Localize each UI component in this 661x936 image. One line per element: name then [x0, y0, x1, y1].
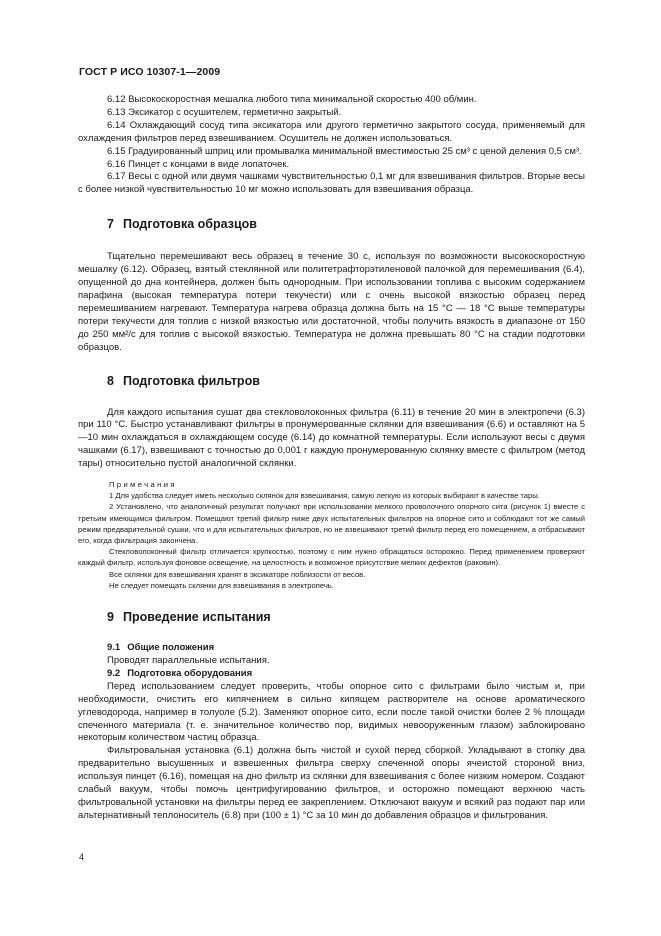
subsection-9-2-heading — [78, 668, 585, 681]
section-number: 8 — [107, 373, 114, 388]
section-title: Подготовка фильтров — [122, 373, 260, 388]
section-9-heading — [78, 610, 585, 625]
subsection-9-1-text: Проводят параллельные испытания. — [107, 654, 270, 666]
subsection-number: 9.2 — [107, 667, 121, 679]
subsection-title: Общие положения — [127, 642, 215, 654]
subsection-number: 9.1 — [107, 642, 121, 654]
section-title: Проведение испытания — [122, 610, 271, 625]
section-number: 7 — [107, 217, 114, 232]
document-header: ГОСТ Р ИСО 10307-1—2009 — [79, 66, 221, 78]
section-8-heading — [78, 374, 585, 389]
subsection-9-2-paragraph: Фильтровальная установка (6.1) должна быть чистой и сухой перед сборкой. Укладывают в стопку два предварительно высушенных и взвешенных фильтра сверху спеченной опоры ячеистой стороной вниз, используя пинцет (6.16), помещая на дно фильтр из склянки для взвешивания с более низким номером. Создают слабый вакуум, чтобы помочь центрифугированию фильтров, и осторожно помещают верхнюю часть фильтровальной установки на фильтры перед ее закреплением. Отключают вакуум и всякий раз подают пар или альтернативный теплоноситель (6.8) при (100 ± 1) °С за 10 мин до добавления образцов и фильтрования. — [78, 745, 585, 821]
equipment-list — [78, 94, 585, 197]
note-item: Все склянки для взвешивания хранят в эксикаторе поблизости от весов. — [109, 569, 366, 579]
section-7-paragraph: Тщательно перемешивают весь образец в течение 30 с, используя по возможности высокоскоростную мешалку (6.12). Образец, взятый стеклянной или политетрафторэтиленовой палочкой для перемешивания (6.4), опущенной до дна контейнера, должен быть однородным. При использовании топлива с высоким содержанием парафина (высокая температура потери текучести) или с очень высокой вязкостью образец перед перемешиванием нагревают. Температура нагрева образца должна быть на 15 °С — 18 °С выше температуры потери текучести для топлив с низкой вязкостью или достаточной, чтобы получить вязкость в диапазоне от 150 до 250 мм²/с для топлив с высокой вязкостью. Температура не должна превышать 80 °С на стадии подготовки образцов. — [78, 251, 585, 353]
document-body — [78, 94, 585, 823]
subsection-title: Подготовка оборудования — [127, 667, 253, 679]
note-item: Стекловолоконный фильтр отличается хрупкостью, поэтому с ним нужно обращаться осторожно. Перед применением проверяют каждый фильтр, используя фоновое освещение, на целостность и возможное присутствие мелких дефектов (раковин). — [78, 547, 585, 568]
section-number: 9 — [107, 610, 114, 625]
list-item: 6.13 Эксикатор с осушителем, герметично закрытый. — [107, 106, 342, 118]
list-item: 6.16 Пинцет с концами в виде лопаточек. — [107, 158, 290, 170]
list-item: 6.15 Градуированный шприц или промывалка минимальной вместимостью 25 см³ с ценой деления 0,5 см³. — [107, 145, 582, 157]
notes-title: Примечания — [109, 480, 177, 490]
note-item: Не следует помещать склянки для взвешивания в электропечь. — [109, 580, 334, 590]
subsection-9-1-heading — [78, 642, 585, 655]
notes-block — [78, 479, 585, 591]
list-item: 6.14 Охлаждающий сосуд типа эксикатора или другого герметично закрытого сосуда, применяемый для охлаждения фильтров перед взвешиванием. Осушитель не должен использоваться. — [78, 119, 585, 144]
note-item: 1 Для удобства следует иметь несколько склянок для взвешивания, самую легкую из которых выбирают в качестве тары. — [109, 491, 540, 501]
subsection-9-2-paragraph: Перед использованием следует проверить, чтобы опорное сито с фильтрами было чистым и, при необходимости, очистить его кипячением в сильно кипящем растворителе на основе ароматического углеводорода, например в толуоле (5.2). Заменяют опорное сито, если после такой очистки более 2 % площади спеченного материала (т. е. значительное количество пор, видимых невооруженным глазом) заблокировано некоторым количеством частиц образца. — [78, 680, 585, 744]
list-item: 6.17 Весы с одной или двумя чашками чувствительностью 0,1 мг для взвешивания фильтров. Вторые весы с более низкой чувствительностью 10 мг можно использовать для взвешивания образца. — [78, 171, 585, 196]
page-number: 4 — [79, 852, 85, 862]
section-7-heading — [78, 217, 585, 232]
note-item: 2 Установлено, что аналогичный результат получают при использовании мелкого проволочного опорного сита (рисунок 1) вместе с третьим имеющимся фильтром. Помещают третий фильтр ниже двух испытательных фильтров на опорное сито и соблюдают тот же самый режим предварительной сушки, что и для испытательных фильтров, но не взвешивают третий фильтр перед его помещением, а отбрасывают его, когда фильтрация закончена. — [78, 502, 585, 546]
section-title: Подготовка образцов — [122, 217, 257, 232]
list-item: 6.12 Высокоскоростная мешалка любого типа минимальной скоростью 400 об/мин. — [107, 94, 477, 105]
section-8-paragraph: Для каждого испытания сушат два стекловолоконных фильтра (6.11) в течение 20 мин в электропечи (6.3) при 110 °С. Быстро устанавливают фильтры в пронумерованные склянки для взвешивания (6.6) и оставляют на 5—10 мин охлаждаться в охлаждающем сосуде (6.14) до комнатной температуры. Если используют весы с двумя чашками (6.17), взвешивают с точностью до 0,001 г каждую пронумерованную склянку вместе с фильтром (метод тары) относительно пустой аналогичной склянки. — [78, 406, 585, 470]
